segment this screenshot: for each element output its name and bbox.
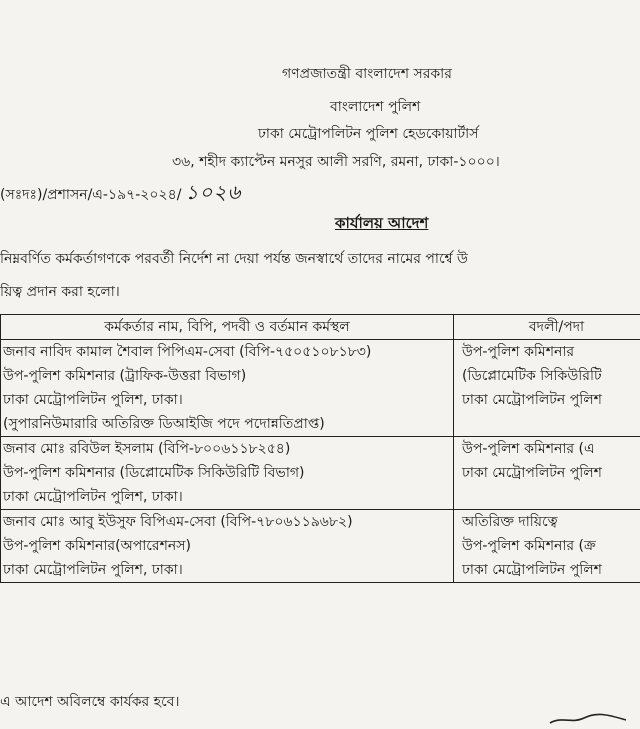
table-header-row [1, 315, 640, 340]
order-effective-note: এ আদেশ অবিলম্বে কার্যকর হবে। [0, 694, 180, 710]
new-posting-line: (ডিপ্লোমেটিক সিকিউরিটি [462, 368, 602, 384]
officer-name: জনাব মোঃ রবিউল ইসলাম (বিপি-৮০০৬১১৮২৫৪) [3, 441, 291, 457]
new-posting-cell [454, 340, 640, 437]
intro-line-1: নিম্নবর্ণিত কর্মকর্তাগণকে পরবর্তী নির্দেশ না দেয়া পর্যন্ত জনস্বার্থে তাদের নামের পার্শ্বে উ [0, 251, 468, 267]
officer-unit: ঢাকা মেট্রোপলিটন পুলিশ, ঢাকা। [3, 489, 183, 505]
memo-handwritten-number: ১০২৬ [185, 180, 242, 204]
new-posting-line: উপ-পুলিশ কমিশনার (ক্র [462, 538, 596, 554]
memo-prefix: (সঃদঃ)/প্রশাসন/এ-১৯৭-২০২৪/ [0, 187, 182, 203]
officer-designation: উপ-পুলিশ কমিশনার (ট্রাফিক-উত্তরা বিভাগ) [3, 368, 247, 384]
officer-name: জনাব নাবিদ কামাল শৈবাল পিপিএম-সেবা (বিপি-৭৫০৫১০৮১৮৩) [3, 344, 372, 360]
new-posting-line: উপ-পুলিশ কমিশনার [462, 344, 575, 360]
document-title: কার্যালয় আদেশ [335, 214, 429, 232]
new-posting-cell [454, 437, 640, 510]
officer-designation: উপ-পুলিশ কমিশনার (ডিপ্লোমেটিক সিকিউরিটি বিভাগ) [3, 465, 305, 481]
officer-unit: ঢাকা মেট্রোপলিটন পুলিশ, ঢাকা। [3, 392, 183, 408]
officer-designation: উপ-পুলিশ কমিশনার(অপারেশনস) [3, 538, 191, 554]
new-posting-line: ঢাকা মেট্রোপলিটন পুলিশ [462, 392, 602, 408]
new-posting-cell [454, 510, 640, 583]
header-transfer-posting: বদলী/পদা [454, 315, 640, 340]
table-row [1, 437, 640, 510]
intro-line-2: য়িত্ব প্রদান করা হলো। [0, 284, 120, 300]
officer-note: (সুপারনিউমারারি অতিরিক্ত ডিআইজি পদে পদোন্নতিপ্রাপ্ত) [3, 416, 325, 432]
officer-name: জনাব মোঃ আবু ইউসুফ বিপিএম-সেবা (বিপি-৭৮০৬১১৯৬৮২) [3, 514, 353, 530]
header-address: ৩৬, শহীদ ক্যাপ্টেন মনসুর আলী সরণি, রমনা, ঢাকা-১০০০। [172, 154, 500, 170]
new-posting-line: ঢাকা মেট্রোপলিটন পুলিশ [462, 465, 602, 481]
new-posting-line: ঢাকা মেট্রোপলিটন পুলিশ [462, 562, 602, 578]
officer-details-cell [1, 340, 454, 437]
header-police: বাংলাদেশ পুলিশ [330, 99, 421, 115]
officer-unit: ঢাকা মেট্রোপলিটন পুলিশ, ঢাকা। [3, 562, 183, 578]
new-posting-line: অতিরিক্ত দায়িত্বে [462, 514, 558, 530]
officer-details-cell [1, 510, 454, 583]
new-posting-line: উপ-পুলিশ কমিশনার (এ [462, 441, 595, 457]
header-officer-details: কর্মকর্তার নাম, বিপি, পদবী ও বর্তমান কর্মস্থল [1, 315, 454, 340]
memo-number [0, 178, 241, 211]
table-row [1, 340, 640, 437]
header-dmp-hq: ঢাকা মেট্রোপলিটন পুলিশ হেডকোয়ার্টার্স [258, 126, 479, 142]
officer-details-cell [1, 437, 454, 510]
signature-mark [548, 712, 628, 726]
header-government: গণপ্রজাতন্ত্রী বাংলাদেশ সরকার [282, 66, 452, 82]
officers-table [0, 314, 640, 583]
table-row [1, 510, 640, 583]
